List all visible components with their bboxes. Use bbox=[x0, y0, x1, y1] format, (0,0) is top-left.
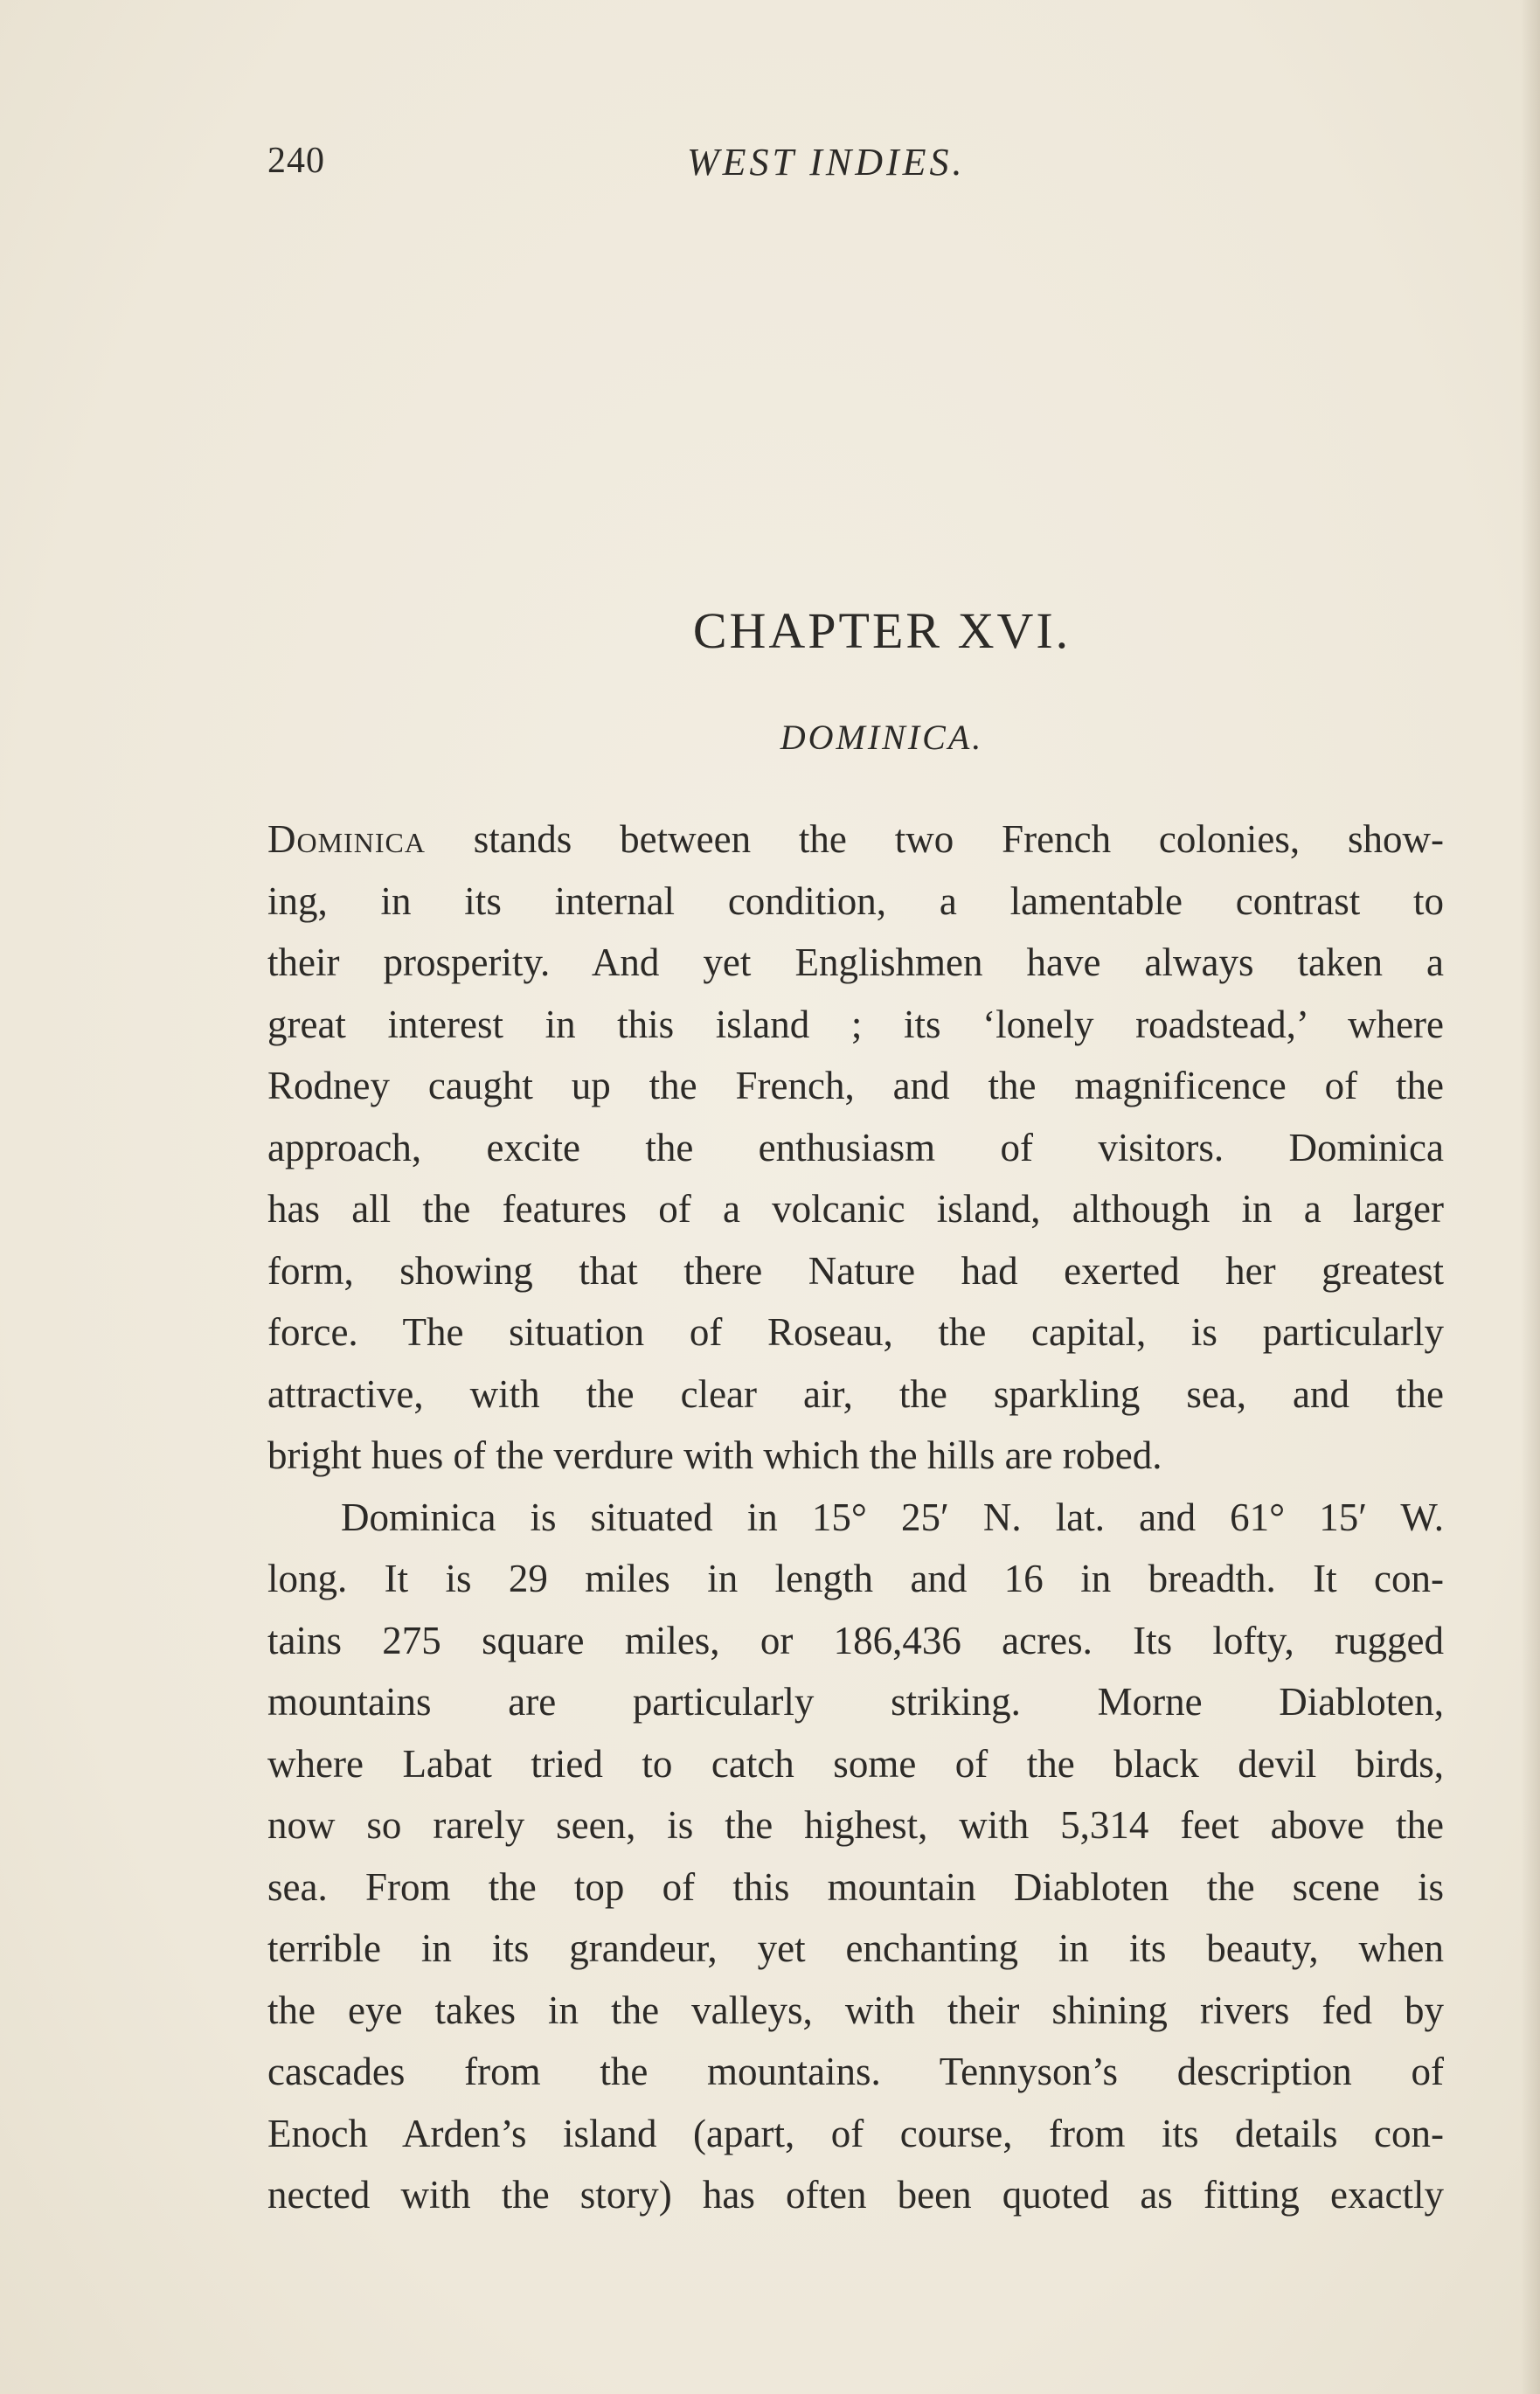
paragraph-line: force. The situation of Roseau, the capital, is particularly bbox=[267, 1310, 1444, 1354]
paragraph-line bbox=[267, 808, 1444, 871]
paragraph-2 bbox=[267, 1487, 1444, 2226]
paragraph-line: ing, in its internal condition, a lamentable contrast to bbox=[267, 878, 1444, 923]
paragraph-line: sea. From the top of this mountain Diabloten the scene is bbox=[267, 1864, 1444, 1909]
paragraph-line: tains 275 square miles, or 186,436 acres. Its lofty, rugged bbox=[267, 1618, 1444, 1662]
paragraph-line: mountains are particularly striking. Morne Diabloten, bbox=[267, 1680, 1444, 1724]
lead-word: Dominica bbox=[267, 817, 426, 861]
paragraph-line: nected with the story) has often been quoted as fitting exactly bbox=[267, 2173, 1444, 2217]
paragraph-line: the eye takes in the valleys, with their shining rivers fed by bbox=[267, 1988, 1444, 2032]
paragraph-line: Rodney caught up the French, and the magnificence of the bbox=[267, 1064, 1444, 1107]
paragraph-line: their prosperity. And yet Englishmen have always taken a bbox=[267, 940, 1444, 984]
body-text bbox=[267, 808, 1444, 2226]
paragraph-line: Dominica is situated in 15° 25′ N. lat. and 61° 15′ W. bbox=[341, 1495, 1444, 1539]
paragraph-line: long. It is 29 miles in length and 16 in breadth. It con- bbox=[267, 1557, 1444, 1600]
paragraph-line: attractive, with the clear air, the sparkling sea, and the bbox=[267, 1371, 1444, 1416]
paragraph-line: Enoch Arden’s island (apart, of course, from its details con- bbox=[267, 2111, 1444, 2155]
paragraph-1 bbox=[267, 808, 1444, 1487]
paragraph-line: approach, excite the enthusiasm of visitors. Dominica bbox=[267, 1125, 1444, 1169]
paragraph-line: where Labat tried to catch some of the black devil birds, bbox=[267, 1741, 1444, 1786]
first-line-rest: stands between the two French colonies, show- bbox=[473, 817, 1445, 861]
paragraph-line: has all the features of a volcanic island, although in a larger bbox=[267, 1187, 1444, 1231]
paragraph-line: cascades from the mountains. Tennyson’s description of bbox=[267, 2050, 1444, 2093]
paragraph-line: great interest in this island ; its ‘lonely roadstead,’ where bbox=[267, 1002, 1444, 1046]
running-head bbox=[267, 140, 1444, 201]
page-edge-shadow bbox=[1521, 0, 1540, 2394]
paragraph-line: bright hues of the verdure with which the hills are robed. bbox=[267, 1433, 1162, 1477]
page-number: 240 bbox=[267, 141, 325, 181]
chapter-title: CHAPTER XVI. bbox=[692, 602, 1072, 659]
paragraph-line: now so rarely seen, is the highest, with 5,314 feet above the bbox=[267, 1803, 1444, 1847]
paragraph-line: terrible in its grandeur, yet enchanting in its beauty, when bbox=[267, 1926, 1444, 1970]
paragraph-line: form, showing that there Nature had exerted her greatest bbox=[267, 1248, 1444, 1293]
running-title: WEST INDIES. bbox=[687, 141, 966, 184]
chapter-subtitle: DOMINICA. bbox=[780, 718, 984, 757]
